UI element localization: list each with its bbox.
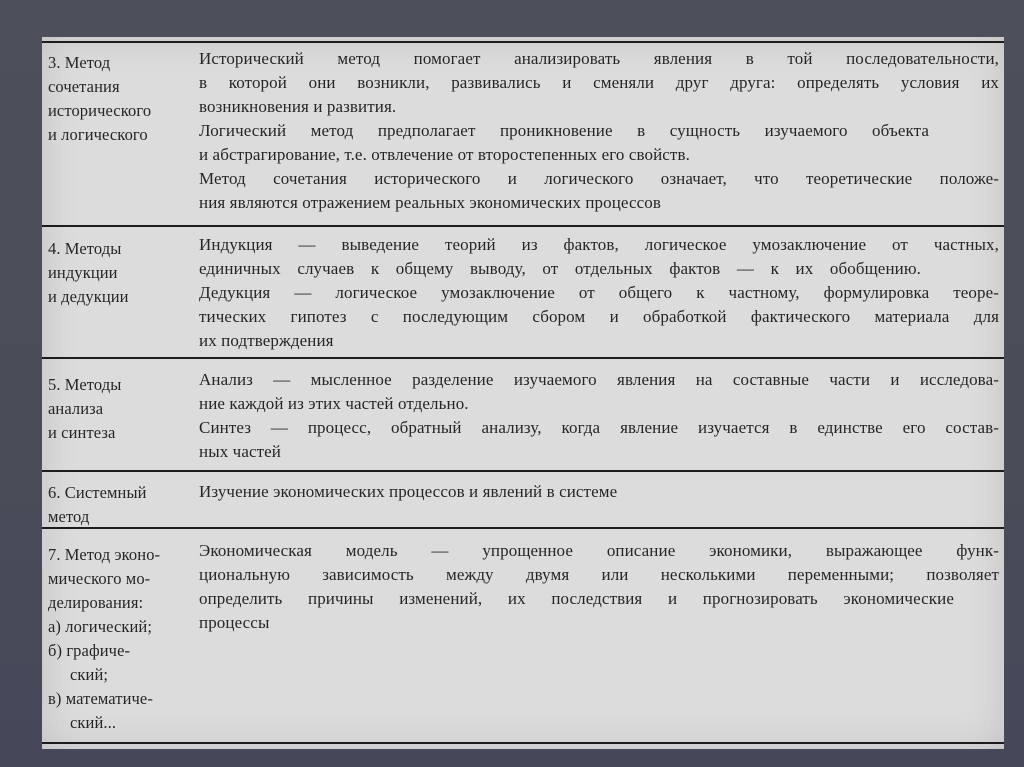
method-line: в) математиче- <box>48 689 153 708</box>
description-line: Логический метод предполагает проникновение в сущность изучаемого объекта <box>199 121 929 140</box>
description-cell-analysis-synthesis <box>199 368 999 464</box>
method-line: 3. Метод <box>48 53 111 72</box>
method-line: метод <box>48 507 90 526</box>
method-line: а) логический; <box>48 617 153 636</box>
row-divider-5-6 <box>42 470 1004 472</box>
method-cell-economic-modeling <box>48 543 198 735</box>
method-line: индукции <box>48 263 118 282</box>
scanned-page <box>42 37 1004 749</box>
description-line: их подтверждения <box>199 331 334 350</box>
method-cell-induction-deduction <box>48 237 198 309</box>
method-line: 4. Методы <box>48 239 122 258</box>
method-line: исторического <box>48 101 152 120</box>
description-line: Индукция — выведение теорий из фактов, логическое умозаключение от частных, <box>199 235 999 254</box>
row-divider-4-5 <box>42 357 1004 359</box>
description-line: циональную зависимость между двумя или несколькими переменными; позволяет <box>199 565 999 584</box>
method-line: ский; <box>70 665 109 684</box>
method-cell-analysis-synthesis <box>48 373 198 445</box>
method-cell-systemic <box>48 481 198 529</box>
description-line: в которой они возникли, развивались и сменяли друг друга: определять условия их <box>199 73 999 92</box>
description-line: Изучение экономических процессов и явлений в системе <box>199 482 618 501</box>
method-line: сочетания <box>48 77 120 96</box>
description-line: определить причины изменений, их последствия и прогнозировать экономические <box>199 589 954 608</box>
method-line: делирования: <box>48 593 144 612</box>
description-line: возникновения и развития. <box>199 97 397 116</box>
description-line: ных частей <box>199 442 281 461</box>
method-cell-historical-logical <box>48 51 198 147</box>
row-divider-bottom <box>42 742 1004 744</box>
description-line: единичных случаев к общему выводу, от отдельных фактов — к их обобщению. <box>199 259 921 278</box>
description-line: ние каждой из этих частей отдельно. <box>199 394 469 413</box>
method-line: ский... <box>70 713 117 732</box>
description-line: Дедукция — логическое умозаключение от общего к частному, формулировка теоре- <box>199 283 999 302</box>
method-line: 6. Системный <box>48 483 147 502</box>
description-line: ния являются отражением реальных экономических процессов <box>199 193 662 212</box>
method-line: анализа <box>48 399 104 418</box>
description-cell-historical-logical <box>199 47 999 215</box>
method-line: и логического <box>48 125 148 144</box>
description-line: Метод сочетания исторического и логического означает, что теоретические положе- <box>199 169 999 188</box>
method-line: б) графиче- <box>48 641 131 660</box>
description-cell-economic-modeling <box>199 539 999 635</box>
description-line: Анализ — мысленное разделение изучаемого явления на составные части и исследова- <box>199 370 999 389</box>
method-line: и синтеза <box>48 423 116 442</box>
method-line: мического мо- <box>48 569 151 588</box>
description-cell-systemic <box>199 480 999 504</box>
description-line: Синтез — процесс, обратный анализу, когда явление изучается в единстве его состав- <box>199 418 999 437</box>
description-line: Экономическая модель — упрощенное описание экономики, выражающее функ- <box>199 541 999 560</box>
method-line: 7. Метод эконо- <box>48 545 161 564</box>
description-line: Исторический метод помогает анализировать явления в той последовательности, <box>199 49 999 68</box>
description-cell-induction-deduction <box>199 233 999 353</box>
row-divider-3-4 <box>42 225 1004 227</box>
row-divider-top <box>42 41 1004 43</box>
description-line: процессы <box>199 613 270 632</box>
method-line: 5. Методы <box>48 375 122 394</box>
method-line: и дедукции <box>48 287 129 306</box>
description-line: и абстрагирование, т.е. отвлечение от второстепенных его свойств. <box>199 145 690 164</box>
description-line: тических гипотез с последующим сбором и обработкой фактического материала для <box>199 307 999 326</box>
